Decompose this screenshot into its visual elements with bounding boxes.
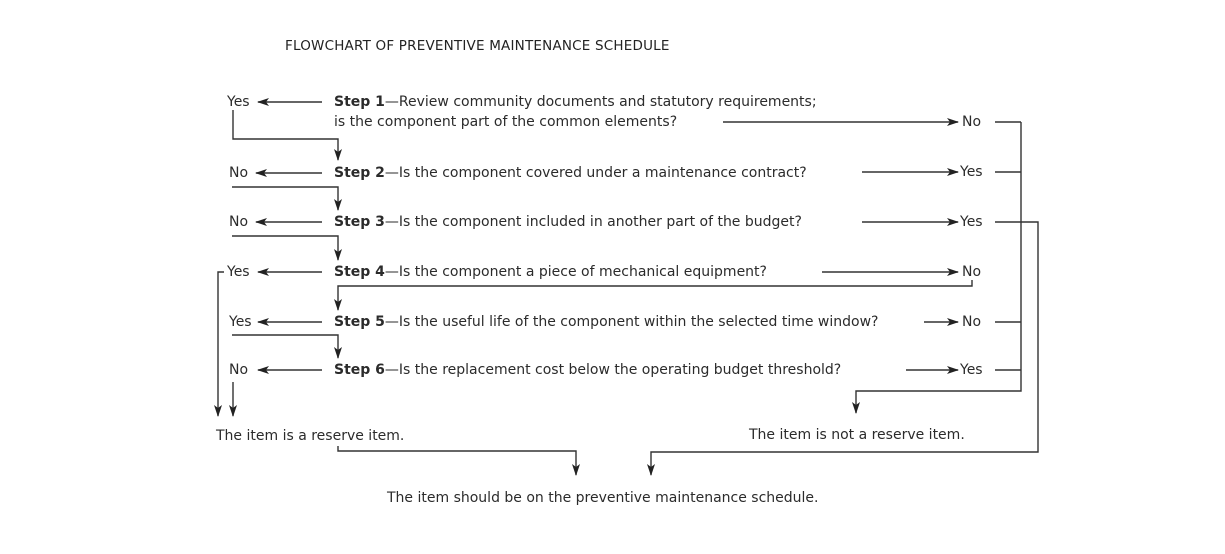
step1-label: Step 1 (334, 94, 385, 110)
step2-question (334, 165, 807, 181)
step2-left-answer: No (229, 165, 249, 181)
step1-question (334, 94, 817, 110)
step3-label: Step 3 (334, 214, 385, 230)
flow-reserve-to-pm (338, 446, 576, 475)
step5-text: —Is the useful life of the component within the selected time window? (384, 314, 879, 330)
step3-right-answer: Yes (960, 214, 983, 230)
flow-step2-to-step3 (232, 187, 338, 210)
outcome-reserve-item: The item is a reserve item. (216, 428, 405, 444)
step4-text: —Is the component a piece of mechanical equipment? (384, 264, 767, 280)
step5-left-answer: Yes (229, 314, 252, 330)
flowchart-title: FLOWCHART OF PREVENTIVE MAINTENANCE SCHEDULE (285, 38, 670, 54)
flow-step3-to-step4 (232, 236, 338, 260)
step6-right-answer: Yes (960, 362, 983, 378)
flow-step4-yes-to-reserve (218, 272, 224, 416)
step1-right-answer: No (962, 114, 982, 130)
step6-left-answer: No (229, 362, 249, 378)
step6-question (334, 362, 841, 378)
step2-right-answer: Yes (960, 164, 983, 180)
step5-label: Step 5 (334, 314, 385, 330)
step1-text: —Review community documents and statutory requirements; (384, 94, 817, 110)
step3-question (334, 214, 802, 230)
step2-label: Step 2 (334, 165, 385, 181)
step5-question (334, 314, 878, 330)
step1-question-line2: is the component part of the common elements? (334, 114, 678, 130)
step6-label: Step 6 (334, 362, 385, 378)
outcome-pm-schedule: The item should be on the preventive maintenance schedule. (387, 490, 819, 506)
step2-text: —Is the component covered under a maintenance contract? (384, 165, 807, 181)
step4-question (334, 264, 767, 280)
step3-text: —Is the component included in another part of the budget? (384, 214, 802, 230)
outcome-not-reserve-item: The item is not a reserve item. (749, 427, 965, 443)
step6-text: —Is the replacement cost below the operating budget threshold? (384, 362, 842, 378)
step3-left-answer: No (229, 214, 249, 230)
step4-label: Step 4 (334, 264, 385, 280)
flow-step4-no-to-step5 (338, 280, 972, 310)
step4-right-answer: No (962, 264, 982, 280)
flow-step5-to-step6 (232, 335, 338, 358)
flow-step1-to-step2 (233, 110, 338, 160)
step1-left-answer: Yes (227, 94, 250, 110)
step4-left-answer: Yes (227, 264, 250, 280)
step5-right-answer: No (962, 314, 982, 330)
